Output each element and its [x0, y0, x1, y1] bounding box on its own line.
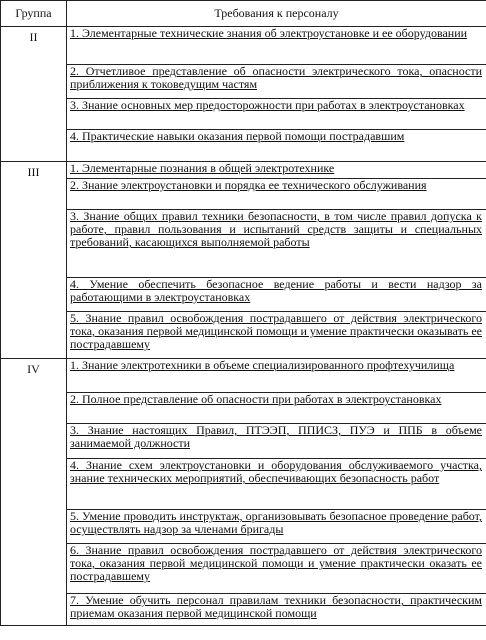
requirement-item: 2. Знание электроустановки и порядка ее технического обслуживания: [67, 179, 486, 210]
group-label: III: [1, 162, 67, 359]
requirement-item: 4. Знание схем электроустановки и оборудования обслуживаемого участка, знание технических мероприятий, обеспечивающих безопасность работ: [67, 459, 486, 510]
requirement-item: 1. Элементарные познания в общей электротехнике: [67, 162, 486, 179]
header-group: Группа: [1, 1, 67, 27]
requirement-item: 1. Элементарные технические знания об электроустановке и ее оборудовании: [67, 27, 486, 65]
header-row: [1, 1, 486, 27]
header-requirements: Требования к персоналу: [67, 1, 486, 27]
requirement-item: 6. Знание правил освобождения пострадавшего от действия электрического тока, оказания первой медицинской помощи и умение практически оказать ее пострадавшему: [67, 544, 486, 594]
requirement-item: 5. Умение проводить инструктаж, организовывать безопасное проведение работ, осуществлять надзор за членами бригады: [67, 510, 486, 544]
requirement-item: 2. Полное представление об опасности при работах в электроустановках: [67, 393, 486, 424]
group-row-iv: [1, 359, 486, 626]
group-row-iii: [1, 162, 486, 359]
requirement-item: 1. Знание электротехники в объеме специализированного профтехучилища: [67, 359, 486, 393]
requirement-item: 5. Знание правил освобождения пострадавшего от действия электрического тока, оказания первой медицинской помощи и умение практически оказывать ее пострадавшему: [70, 311, 482, 351]
requirement-item: 7. Умение обучить персонал правилам техники безопасности, практическим приемам оказания первой медицинской помощи: [70, 593, 482, 620]
group-row-ii: [1, 27, 486, 162]
requirement-item: 4. Умение обеспечить безопасное ведение работы и вести надзор за работающими в электроустановках: [67, 278, 486, 312]
group-label: IV: [1, 359, 67, 626]
requirement-item: 2. Отчетливое представление об опасности электрического тока, опасности приближения к токоведущим частям: [67, 65, 486, 99]
group-requirements: [67, 359, 486, 626]
group-requirements: [67, 162, 486, 359]
group-requirements: [67, 27, 486, 162]
requirement-item: 3. Знание настоящих Правил, ПТЭЭП, ППИСЗ, ПУЭ и ППБ в объеме занимаемой должности: [67, 424, 486, 459]
requirement-item: 3. Знание общих правил техники безопасности, в том числе правил допуска к работе, правил пользования и испытаний средств защиты и специальных требований, касающихся выполняемой работы: [67, 210, 486, 278]
requirement-item: 4. Практические навыки оказания первой помощи пострадавшим: [70, 129, 405, 143]
group-label: II: [1, 27, 67, 162]
requirement-item: 3. Знание основных мер предосторожности при работах в электроустановках: [67, 99, 486, 130]
